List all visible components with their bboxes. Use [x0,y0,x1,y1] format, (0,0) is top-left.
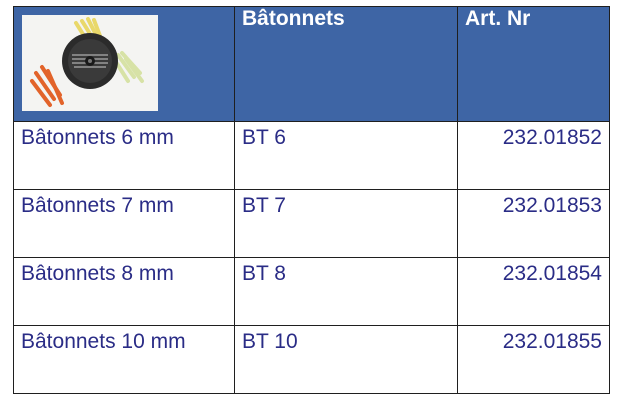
row-code: BT 10 [235,326,458,394]
row-name: Bâtonnets 8 mm [14,258,235,326]
table-row [14,122,610,190]
header-row [14,7,610,122]
row-code: BT 6 [235,122,458,190]
row-name: Bâtonnets 10 mm [14,326,235,394]
header-batonnets: Bâtonnets [235,7,458,122]
cutting-disc-photo-icon [22,15,158,111]
row-article-number: 232.01852 [458,122,610,190]
header-image-cell [14,7,235,122]
table-row [14,258,610,326]
row-code: BT 8 [235,258,458,326]
table-body [14,122,610,394]
row-name: Bâtonnets 7 mm [14,190,235,258]
product-table [13,6,610,394]
table-header [14,7,610,122]
header-article-number: Art. Nr [458,7,610,122]
table-row [14,326,610,394]
row-article-number: 232.01855 [458,326,610,394]
row-article-number: 232.01853 [458,190,610,258]
row-code: BT 7 [235,190,458,258]
row-name: Bâtonnets 6 mm [14,122,235,190]
row-article-number: 232.01854 [458,258,610,326]
table-row [14,190,610,258]
